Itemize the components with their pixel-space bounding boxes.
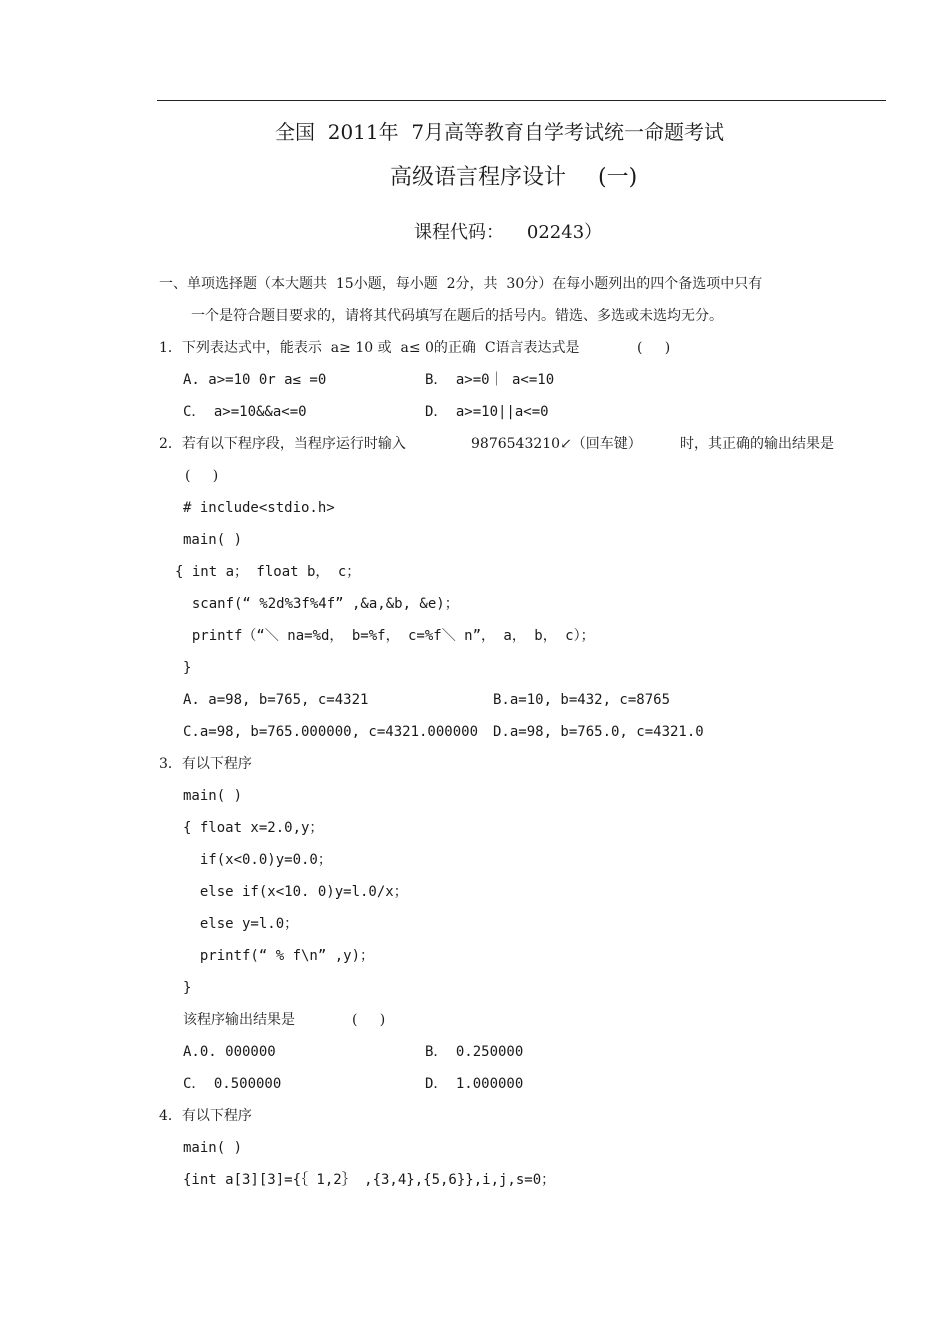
q2-code-line: } xyxy=(183,660,192,676)
q1-option-d: D． a>=10||a<=0 xyxy=(425,404,549,420)
q2-stem-a: 2．若有以下程序段，当程序运行时输入 xyxy=(159,436,406,452)
q3-option-a: A.0. 000000 xyxy=(183,1044,276,1060)
q1-answer-paren: ( ) xyxy=(637,340,671,356)
q2-stem-b: 9876543210↙（回车键） xyxy=(471,436,642,452)
q2-code-line: # include<stdio.h> xyxy=(183,500,335,516)
q3-code-line: { float x=2.0,y； xyxy=(183,820,324,836)
q2-option-d: D.a=98, b=765.0, c=4321.0 xyxy=(493,724,704,740)
q2-option-b: B.a=10, b=432, c=8765 xyxy=(493,692,671,708)
q3-code-line: else if(x<10. 0)y=l.0/x； xyxy=(183,884,408,900)
q3-option-c: C． 0.500000 xyxy=(183,1076,282,1092)
q4-code-line: main( ) xyxy=(183,1140,243,1156)
q2-stem-c: 时，其正确的输出结果是 xyxy=(680,436,834,452)
q3-option-b: B． 0.250000 xyxy=(425,1044,524,1060)
q1-option-c: C． a>=10&&a<=0 xyxy=(183,404,307,420)
q3-option-d: D． 1.000000 xyxy=(425,1076,524,1092)
q3-code-line: else y=l.0； xyxy=(183,916,299,932)
q2-code-line: printf（“＼ na=%d， b=%f， c=%f＼ n”， a， b， c）； xyxy=(175,628,595,644)
q2-code-line: { int a； float b， c； xyxy=(175,564,361,580)
q4-stem: 4．有以下程序 xyxy=(159,1108,252,1124)
q2-option-c: C.a=98, b=765.000000, c=4321.000000 xyxy=(183,724,479,740)
q2-answer-paren: ( ) xyxy=(185,468,219,484)
q1-option-b: B． a>=0｜ a<=10 xyxy=(425,372,555,388)
section-intro-line1: 一、单项选择题（本大题共 15小题，每小题 2分，共 30分）在每小题列出的四个备选项中只有 xyxy=(159,276,763,292)
q1-stem: 1．下列表达式中，能表示 a≥ 10 或 a≤ 0的正确 C语言表达式是 xyxy=(159,340,580,356)
q2-option-a: A. a=98, b=765, c=4321 xyxy=(183,692,369,708)
course-title-paren: (一) xyxy=(598,165,638,190)
section-intro-line2: 一个是符合题目要求的，请将其代码填写在题后的括号内。错选、多选或未选均无分。 xyxy=(191,308,723,324)
course-code: 课程代码： 02243） xyxy=(414,222,603,243)
q1-option-a: A. a>=10 0r a≤ =0 xyxy=(183,372,327,388)
q2-code-line: main( ) xyxy=(183,532,243,548)
course-title: 高级语言程序设计 xyxy=(390,165,567,190)
q3-answer-paren: ( ) xyxy=(352,1012,386,1028)
header-rule xyxy=(157,100,886,101)
q3-code-line: printf(“ % f\n” ,y)； xyxy=(183,948,375,964)
exam-title: 全国 2011年 7月高等教育自学考试统一命题考试 xyxy=(275,120,725,144)
q3-code-line: main( ) xyxy=(183,788,243,804)
q4-code-line: {int a[3][3]={｛ 1,2｝ ,{3,4},{5,6}},i,j,s=0； xyxy=(183,1172,556,1188)
q2-code-line: scanf(“ %2d%3f%4f” ,&a,&b, &e)； xyxy=(175,596,459,612)
q3-code-line: if(x<0.0)y=0.0； xyxy=(183,852,332,868)
q3-code-line: } xyxy=(183,980,192,996)
q3-result-label: 该程序输出结果是 xyxy=(183,1012,295,1028)
q3-stem: 3．有以下程序 xyxy=(159,756,252,772)
